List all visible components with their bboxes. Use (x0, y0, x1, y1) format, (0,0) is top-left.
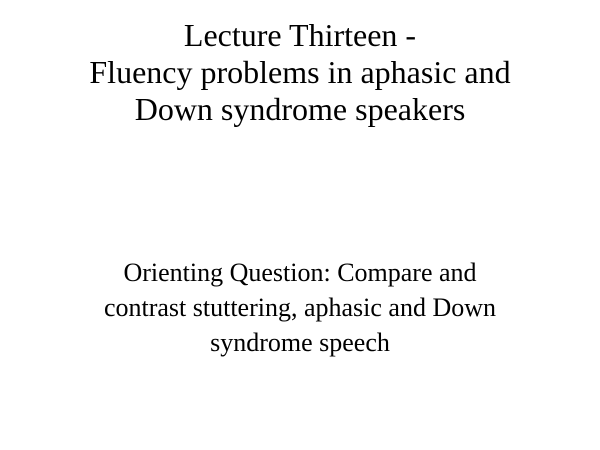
title-line: Lecture Thirteen - (183, 17, 417, 53)
title-line: Fluency problems in aphasic and (89, 54, 511, 90)
question-line: syndrome speech (210, 328, 390, 357)
orienting-question (20, 255, 580, 360)
question-line: Orienting Question: Compare and (123, 258, 477, 287)
question-line: contrast stuttering, aphasic and Down (103, 293, 497, 322)
slide-title (20, 17, 580, 128)
title-line: Down syndrome speakers (134, 91, 466, 127)
